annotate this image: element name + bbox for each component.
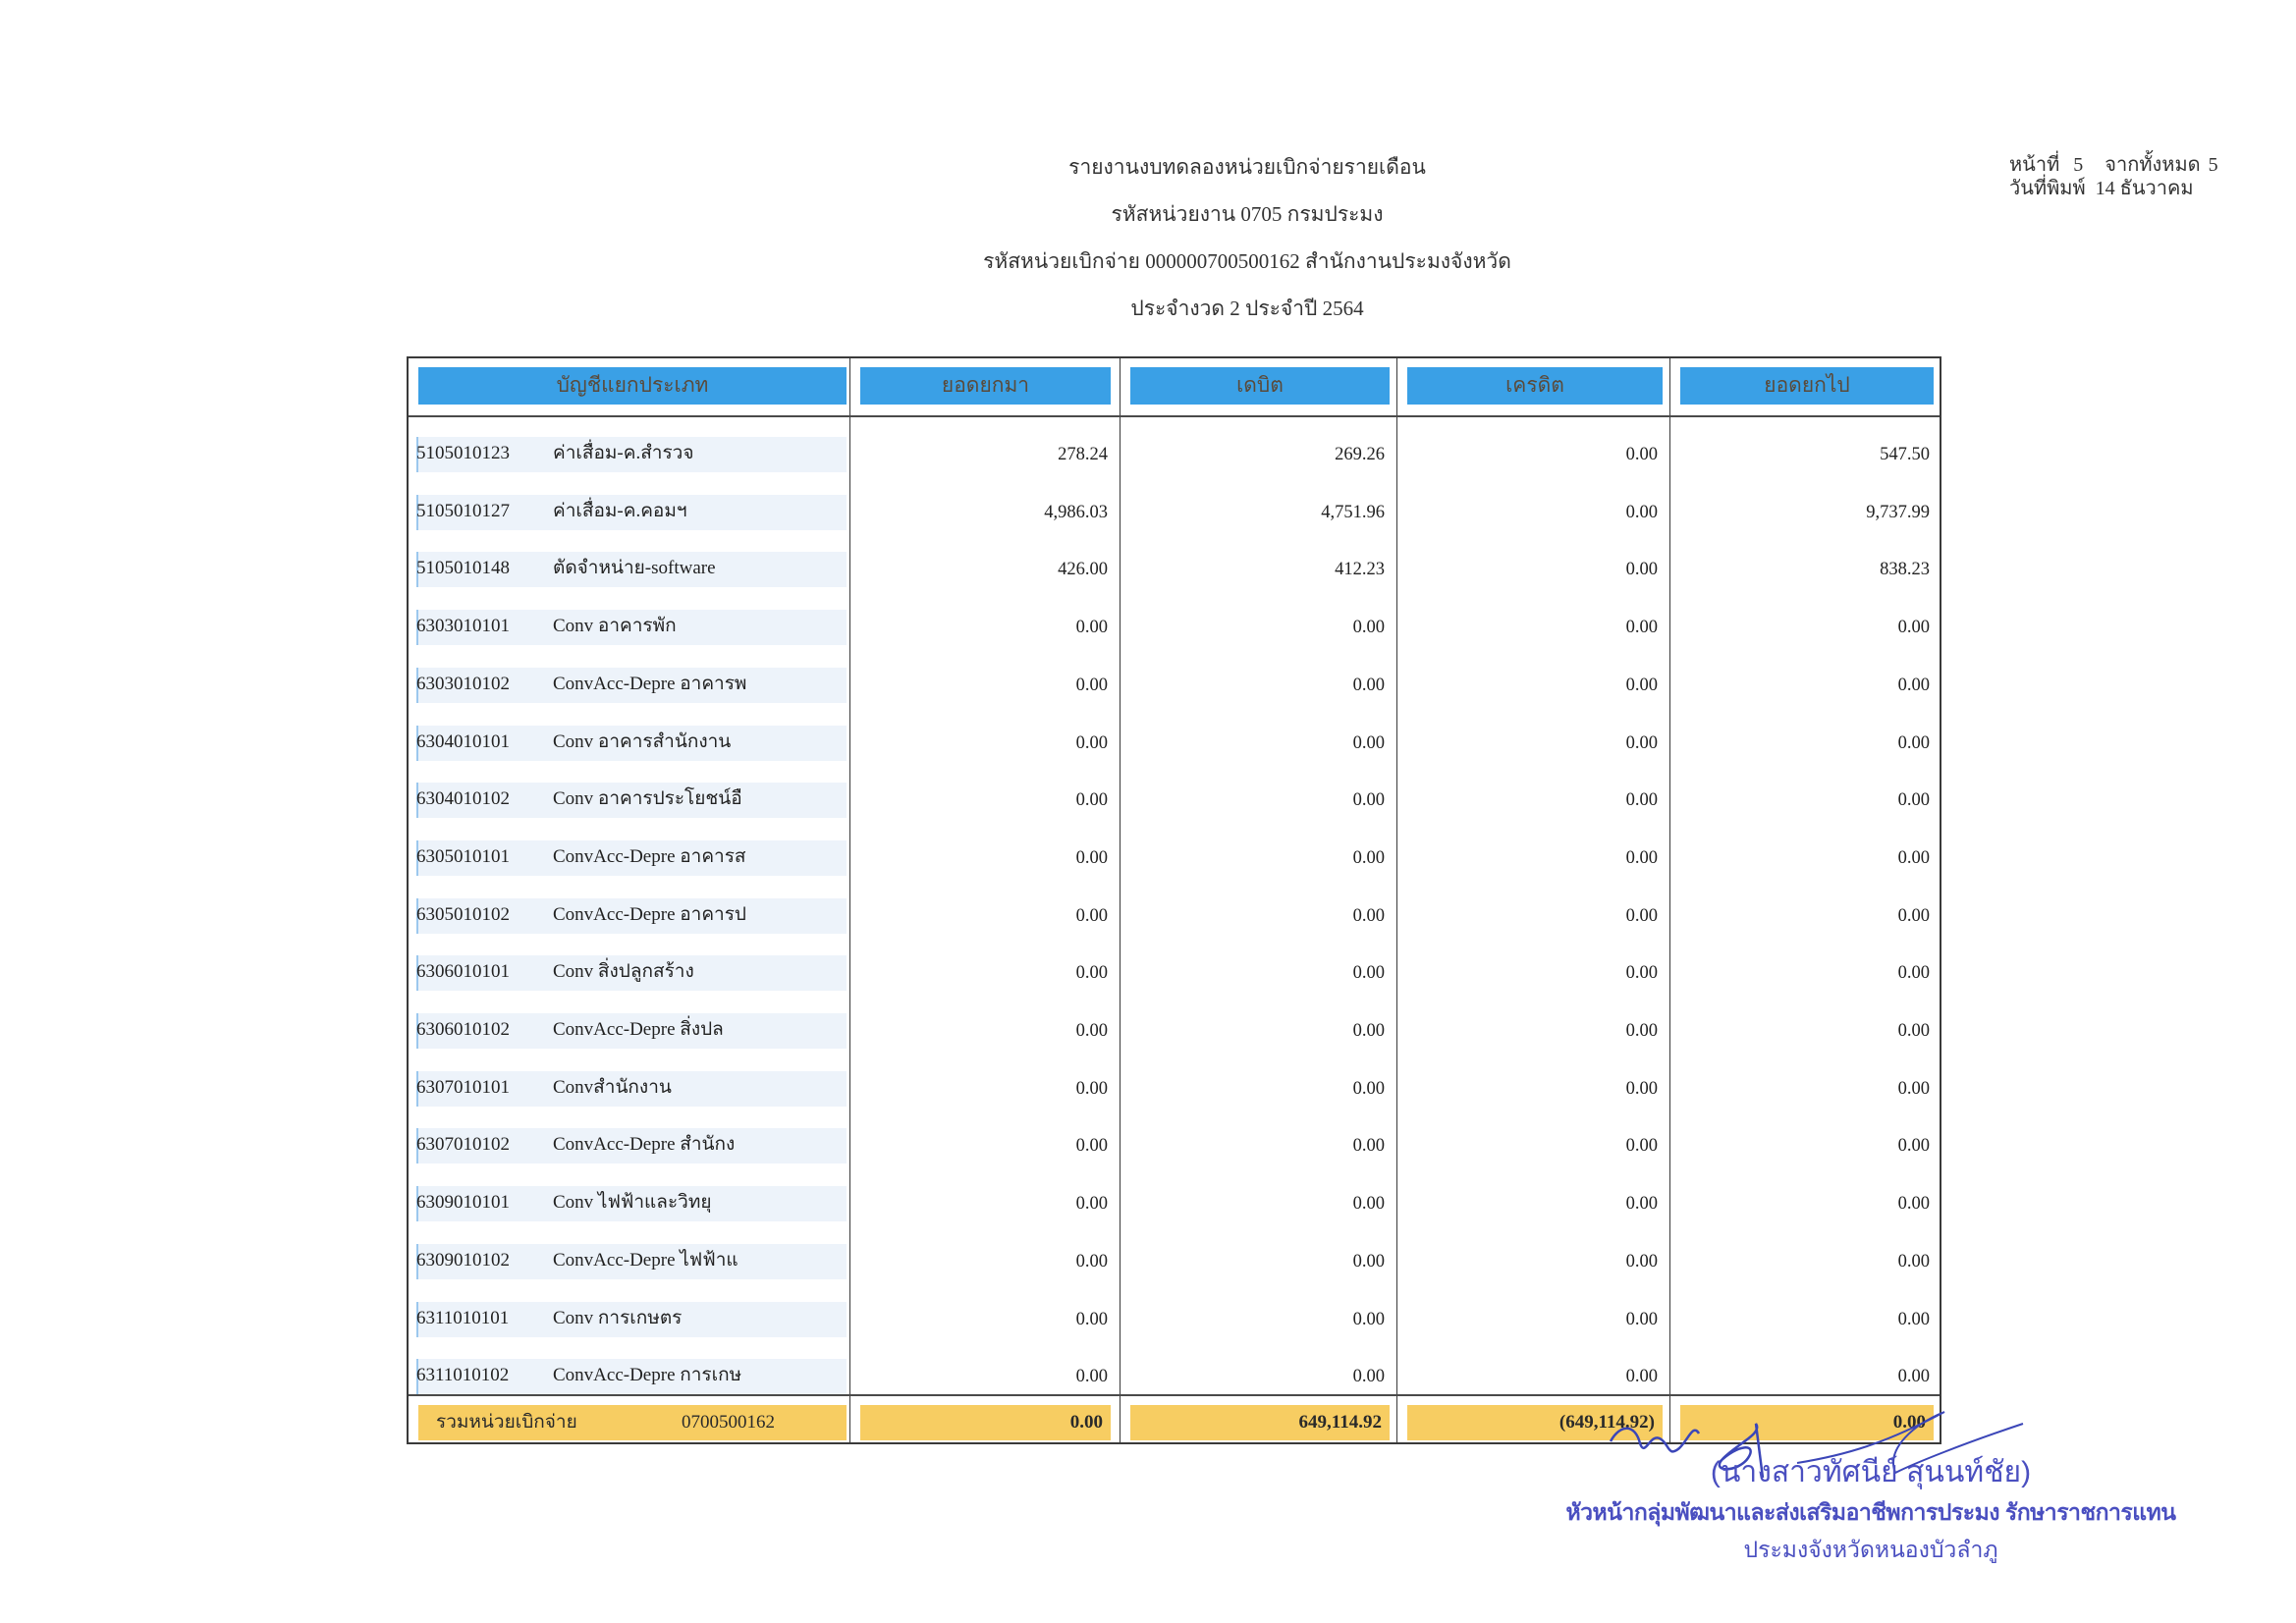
report-header (884, 147, 1611, 336)
account-code: 5105010148 (416, 558, 510, 579)
debit-value: 4,751.96 (1321, 502, 1385, 522)
agency-line: รหัสหน่วยงาน 0705 กรมประมง (1111, 202, 1384, 226)
table-row (409, 1059, 1940, 1117)
report-title: รายงานงบทดลองหน่วยเบิกจ่ายรายเดือน (1068, 155, 1426, 179)
carried-forward-value: 0.00 (1897, 1309, 1930, 1329)
credit-value: 0.00 (1625, 1309, 1658, 1329)
page-number: 5 (2073, 154, 2084, 176)
credit-value: 0.00 (1625, 618, 1658, 638)
carried-forward-value: 0.00 (1897, 1194, 1930, 1215)
page-label: หน้าที่ (2009, 154, 2060, 176)
signatory-office: ประมงจังหวัดหนองบัวลำภู (1743, 1537, 1998, 1562)
account-name: ConvAcc-Depre อาคารป (553, 903, 746, 925)
credit-value: 0.00 (1625, 1194, 1658, 1215)
credit-value: 0.00 (1625, 445, 1658, 464)
account-name: ConvAcc-Depre สิ่งปล (553, 1019, 724, 1040)
header-divider (409, 415, 1940, 417)
account-code: 6304010102 (416, 788, 510, 810)
total-unit-code: 0700500162 (682, 1412, 775, 1433)
account-code: 6309010101 (416, 1192, 510, 1214)
account-code: 6311010102 (416, 1365, 510, 1386)
carried-forward-value: 0.00 (1897, 1021, 1930, 1041)
account-code: 5105010123 (416, 443, 510, 463)
page-meta (2009, 153, 2232, 200)
account-name: Conv อาคารสำนักงาน (553, 730, 732, 752)
brought-forward-value: 426.00 (1058, 560, 1108, 580)
brought-forward-value: 0.00 (1075, 1021, 1108, 1041)
table-row (409, 829, 1940, 887)
trial-balance-table (407, 356, 1941, 1444)
debit-value: 0.00 (1352, 1078, 1385, 1099)
debit-value: 0.00 (1352, 1251, 1385, 1271)
signatory-position: หัวหน้ากลุ่มพัฒนาและส่งเสริมอาชีพการประมง รักษาราชการแทน (1565, 1499, 2176, 1525)
account-code: 6304010101 (416, 730, 510, 752)
table-row (409, 771, 1940, 829)
page-number-line (2009, 153, 2232, 177)
debit-value: 0.00 (1352, 1309, 1385, 1329)
account-code: 5105010127 (416, 500, 510, 521)
carried-forward-value: 547.50 (1880, 445, 1930, 464)
account-name: ตัดจำหน่าย-software (553, 558, 716, 579)
brought-forward-value: 0.00 (1075, 847, 1108, 868)
brought-forward-value: 0.00 (1075, 618, 1108, 638)
credit-value: 0.00 (1625, 1367, 1658, 1387)
account-name: Conv การเกษตร (553, 1307, 683, 1328)
credit-value: 0.00 (1625, 675, 1658, 695)
signature-stamp (1552, 1453, 2190, 1567)
brought-forward-value: 0.00 (1075, 675, 1108, 695)
account-code: 6307010101 (416, 1076, 510, 1098)
of-label: จากทั้งหมด (2105, 154, 2201, 176)
account-code: 6305010101 (416, 845, 510, 867)
carried-forward-value: 0.00 (1897, 675, 1930, 695)
table-row (409, 656, 1940, 714)
total-pages: 5 (2208, 154, 2218, 176)
credit-value: 0.00 (1625, 847, 1658, 868)
total-debit: 649,114.92 (1130, 1405, 1390, 1440)
table-row (409, 425, 1940, 483)
carried-forward-value: 9,737.99 (1866, 502, 1930, 522)
account-code: 6303010101 (416, 616, 510, 637)
brought-forward-value: 0.00 (1075, 732, 1108, 753)
account-code: 6305010102 (416, 903, 510, 925)
brought-forward-value: 278.24 (1058, 445, 1108, 464)
account-code: 6306010102 (416, 1019, 510, 1040)
carried-forward-value: 838.23 (1880, 560, 1930, 580)
brought-forward-value: 0.00 (1075, 963, 1108, 984)
debit-value: 0.00 (1352, 847, 1385, 868)
debit-value: 0.00 (1352, 675, 1385, 695)
table-row (409, 944, 1940, 1001)
brought-forward-value: 0.00 (1075, 1194, 1108, 1215)
carried-forward-value: 0.00 (1897, 1367, 1930, 1387)
debit-value: 269.26 (1335, 445, 1385, 464)
total-label: รวมหน่วยเบิกจ่าย (436, 1412, 577, 1433)
brought-forward-value: 0.00 (1075, 1136, 1108, 1157)
debit-value: 0.00 (1352, 790, 1385, 811)
account-code: 6303010102 (416, 673, 510, 694)
total-brought-forward: 0.00 (860, 1405, 1111, 1440)
account-code: 6311010101 (416, 1307, 510, 1328)
period-line: ประจำงวด 2 ประจำปี 2564 (1130, 297, 1364, 320)
carried-forward-value: 0.00 (1897, 905, 1930, 926)
table-row (409, 1290, 1940, 1348)
credit-value: 0.00 (1625, 502, 1658, 522)
table-row (409, 1174, 1940, 1232)
table-row (409, 540, 1940, 598)
debit-value: 0.00 (1352, 1367, 1385, 1387)
account-name: ConvAcc-Depre การเกษ (553, 1365, 742, 1386)
table-row (409, 1347, 1940, 1405)
account-name: ConvAcc-Depre อาคารพ (553, 673, 747, 694)
credit-value: 0.00 (1625, 1078, 1658, 1099)
debit-value: 0.00 (1352, 905, 1385, 926)
brought-forward-value: 0.00 (1075, 1251, 1108, 1271)
credit-value: 0.00 (1625, 1136, 1658, 1157)
carried-forward-value: 0.00 (1897, 732, 1930, 753)
table-row (409, 887, 1940, 945)
print-date-line (2009, 177, 2232, 200)
table-row (409, 1116, 1940, 1174)
brought-forward-value: 0.00 (1075, 905, 1108, 926)
carried-forward-value: 0.00 (1897, 847, 1930, 868)
account-name: Conv ไฟฟ้าและวิทยุ (553, 1192, 712, 1214)
carried-forward-value: 0.00 (1897, 1251, 1930, 1271)
credit-value: 0.00 (1625, 732, 1658, 753)
account-code: 6309010102 (416, 1249, 510, 1271)
account-name: ค่าเสื่อม-ค.คอมฯ (553, 500, 687, 521)
debit-value: 0.00 (1352, 963, 1385, 984)
debit-value: 0.00 (1352, 1021, 1385, 1041)
brought-forward-value: 0.00 (1075, 1367, 1108, 1387)
debit-value: 0.00 (1352, 618, 1385, 638)
total-carried-forward: 0.00 (1680, 1405, 1934, 1440)
total-credit: (649,114.92) (1407, 1405, 1663, 1440)
carried-forward-value: 0.00 (1897, 963, 1930, 984)
carried-forward-value: 0.00 (1897, 790, 1930, 811)
carried-forward-value: 0.00 (1897, 618, 1930, 638)
signatory-name: (นางสาวทัศนีย์ สุนนท์ชัย) (1710, 1456, 2032, 1488)
debit-value: 412.23 (1335, 560, 1385, 580)
account-name: Conv สิ่งปลูกสร้าง (553, 961, 694, 983)
debit-value: 0.00 (1352, 1136, 1385, 1157)
account-name: ConvAcc-Depre อาคารส (553, 845, 746, 867)
account-code: 6306010101 (416, 961, 510, 983)
carried-forward-value: 0.00 (1897, 1078, 1930, 1099)
print-date-label: วันที่พิมพ์ (2009, 178, 2086, 199)
total-label-cell (418, 1405, 847, 1440)
disbursing-unit-line: รหัสหน่วยเบิกจ่าย 000000700500162 สำนักงานประมงจังหวัด (983, 249, 1511, 273)
column-header-brought-forward: ยอดยกมา (860, 367, 1111, 405)
table-row (409, 483, 1940, 541)
account-name: ConvAcc-Depre สำนักง (553, 1134, 736, 1156)
table-row (409, 714, 1940, 772)
debit-value: 0.00 (1352, 1194, 1385, 1215)
column-header-credit: เครดิต (1407, 367, 1663, 405)
brought-forward-value: 0.00 (1075, 790, 1108, 811)
brought-forward-value: 0.00 (1075, 1078, 1108, 1099)
brought-forward-value: 4,986.03 (1044, 502, 1108, 522)
account-name: Conv อาคารประโยชน์อื (553, 788, 742, 810)
credit-value: 0.00 (1625, 1251, 1658, 1271)
account-code: 6307010102 (416, 1134, 510, 1156)
credit-value: 0.00 (1625, 963, 1658, 984)
credit-value: 0.00 (1625, 560, 1658, 580)
account-name: ConvAcc-Depre ไฟฟ้าแ (553, 1249, 738, 1271)
print-date: 14 ธันวาคม (2095, 178, 2194, 199)
column-header-carried-forward: ยอดยกไป (1680, 367, 1934, 405)
column-header-ledger-account: บัญชีแยกประเภท (418, 367, 847, 405)
credit-value: 0.00 (1625, 1021, 1658, 1041)
table-row (409, 1232, 1940, 1290)
table-row (409, 598, 1940, 656)
account-name: Convสำนักงาน (553, 1076, 672, 1098)
account-name: Conv อาคารพัก (553, 616, 677, 637)
credit-value: 0.00 (1625, 790, 1658, 811)
brought-forward-value: 0.00 (1075, 1309, 1108, 1329)
carried-forward-value: 0.00 (1897, 1136, 1930, 1157)
debit-value: 0.00 (1352, 732, 1385, 753)
table-row (409, 1001, 1940, 1059)
credit-value: 0.00 (1625, 905, 1658, 926)
account-name: ค่าเสื่อม-ค.สำรวจ (553, 443, 694, 463)
column-header-debit: เดบิต (1130, 367, 1390, 405)
